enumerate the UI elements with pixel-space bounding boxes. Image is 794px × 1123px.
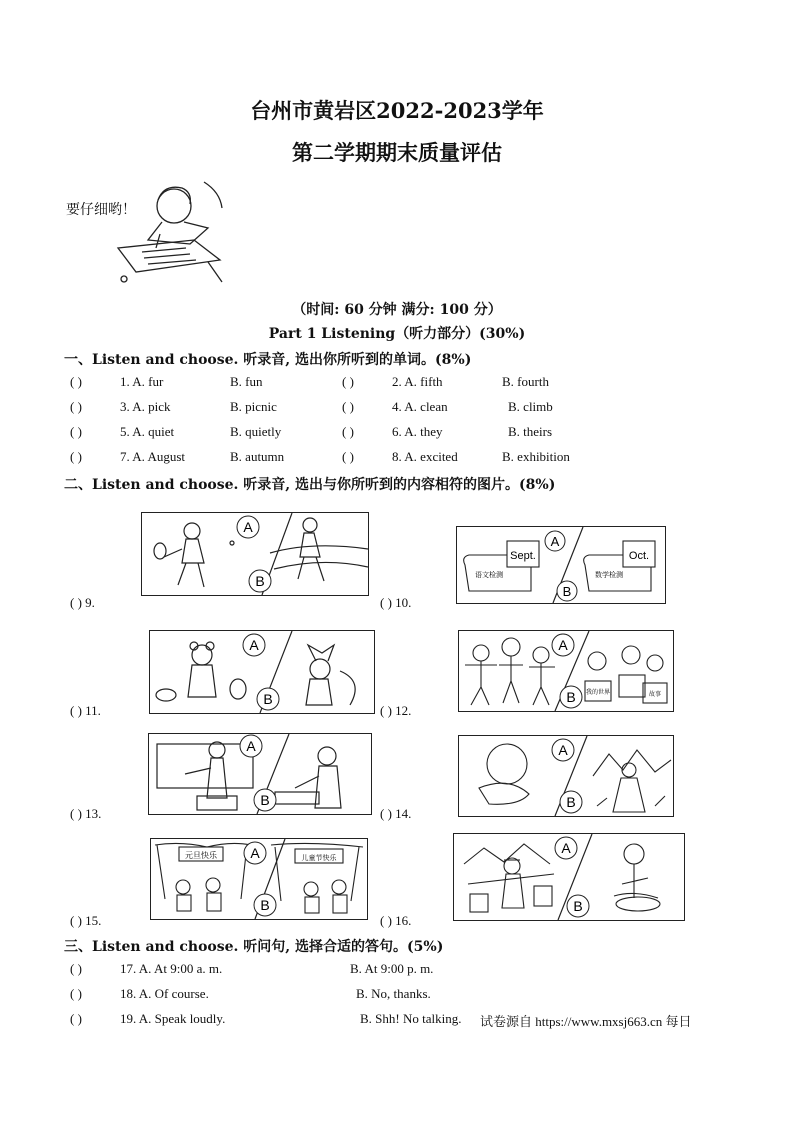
question-9-label: ( ) 9.: [70, 595, 95, 610]
option-a: 5. A. quiet: [120, 424, 175, 439]
option-a-label: A: [558, 742, 568, 758]
option-a: 17. A. At 9:00 a. m.: [120, 961, 223, 976]
section1-heading: 一、Listen and choose. 听录音, 选出你所听到的单词。(8%): [64, 352, 472, 368]
option-b: B. theirs: [508, 424, 553, 439]
time-info: （时间: 60 分钟 满分: 100 分）: [292, 302, 502, 318]
question-16-label: ( ) 16.: [380, 913, 412, 928]
option-a: 19. A. Speak loudly.: [120, 1011, 226, 1026]
option-a-label: A: [561, 840, 571, 856]
answer-blank: ( ): [70, 374, 82, 389]
option-a-label: A: [249, 637, 259, 653]
option-b-label: B: [562, 584, 572, 599]
section2-heading: 二、Listen and choose. 听录音, 选出与你所听到的内容相符的图片。(8%): [64, 477, 556, 493]
option-a: 7. A. August: [120, 449, 186, 464]
answer-blank: ( ): [342, 399, 354, 414]
option-a: 18. A. Of course.: [120, 986, 209, 1001]
answer-blank: ( ): [342, 449, 354, 464]
option-b-label: B: [566, 794, 576, 810]
option-b: B. fourth: [502, 374, 549, 389]
reminder-text: 要仔细哟！: [66, 202, 136, 218]
picture-13: [148, 733, 372, 815]
banner-a-text: 元旦快乐: [185, 851, 217, 860]
option-b-label: B: [566, 689, 576, 705]
answer-blank: ( ): [70, 986, 82, 1001]
answer-blank: ( ): [70, 961, 82, 976]
scroll-b-text: 数学检测: [595, 571, 623, 579]
picture-16: [453, 833, 685, 921]
book-b-text: 故事: [648, 691, 662, 698]
picture-15: [150, 838, 368, 920]
question-10-label: ( ) 10.: [380, 595, 412, 610]
option-a-label: A: [243, 519, 253, 535]
answer-blank: ( ): [70, 449, 82, 464]
option-a: 2. A. fifth: [392, 374, 443, 389]
option-b: B. quietly: [230, 424, 282, 439]
book-a-text: 我的世界: [585, 689, 611, 696]
section3-heading: 三、Listen and choose. 听问句, 选择合适的答句。(5%): [64, 939, 444, 955]
option-b: B. climb: [508, 399, 553, 414]
option-b: B. autumn: [230, 449, 285, 464]
question-14-label: ( ) 14.: [380, 806, 412, 821]
option-a: 6. A. they: [392, 424, 443, 439]
picture-12: [458, 630, 674, 712]
answer-blank: ( ): [70, 424, 82, 439]
option-a-label: A: [550, 534, 560, 549]
picture-14: [458, 735, 674, 817]
option-b-label: B: [263, 691, 273, 707]
calendar-b-text: Oct.: [628, 550, 650, 562]
option-a: 8. A. excited: [392, 449, 458, 464]
answer-blank: ( ): [70, 399, 82, 414]
scroll-a-text: 语文检测: [475, 571, 503, 579]
question-13-label: ( ) 13.: [70, 806, 102, 821]
option-b: B. exhibition: [502, 449, 570, 464]
boy-writing-illustration: [112, 178, 232, 286]
answer-blank: ( ): [70, 1011, 82, 1026]
page-title-line2: 第二学期期末质量评估: [292, 140, 502, 165]
option-a-label: A: [558, 637, 568, 653]
source-watermark-text: 试卷源自 https://www.mxsj663.cn 每日: [480, 1014, 692, 1029]
option-a-label: A: [246, 738, 256, 754]
option-a: 3. A. pick: [120, 399, 171, 414]
answer-blank: ( ): [342, 424, 354, 439]
option-a-label: A: [250, 845, 260, 861]
question-15-label: ( ) 15.: [70, 913, 102, 928]
picture-9: [141, 512, 369, 596]
option-b: B. No, thanks.: [356, 986, 431, 1001]
option-a: 4. A. clean: [392, 399, 448, 414]
option-b-label: B: [260, 792, 270, 808]
calendar-a-text: Sept.: [510, 550, 536, 562]
option-b-label: B: [260, 897, 270, 913]
option-b: B. Shh! No talking.: [360, 1011, 462, 1026]
option-b-label: B: [573, 898, 583, 914]
option-b-label: B: [255, 573, 265, 589]
option-b: B. fun: [230, 374, 263, 389]
answer-blank: ( ): [342, 374, 354, 389]
picture-11: [149, 630, 375, 714]
picture-10: [456, 526, 666, 604]
page-title-line1: 台州市黄岩区2022-2023学年: [250, 98, 544, 123]
option-b: B. At 9:00 p. m.: [350, 961, 434, 976]
option-a: 1. A. fur: [120, 374, 164, 389]
option-b: B. picnic: [230, 399, 277, 414]
question-11-label: ( ) 11.: [70, 703, 101, 718]
banner-b-text: 儿童节快乐: [301, 854, 337, 862]
question-12-label: ( ) 12.: [380, 703, 412, 718]
part-title: Part 1 Listening（听力部分）(30%): [268, 326, 526, 342]
